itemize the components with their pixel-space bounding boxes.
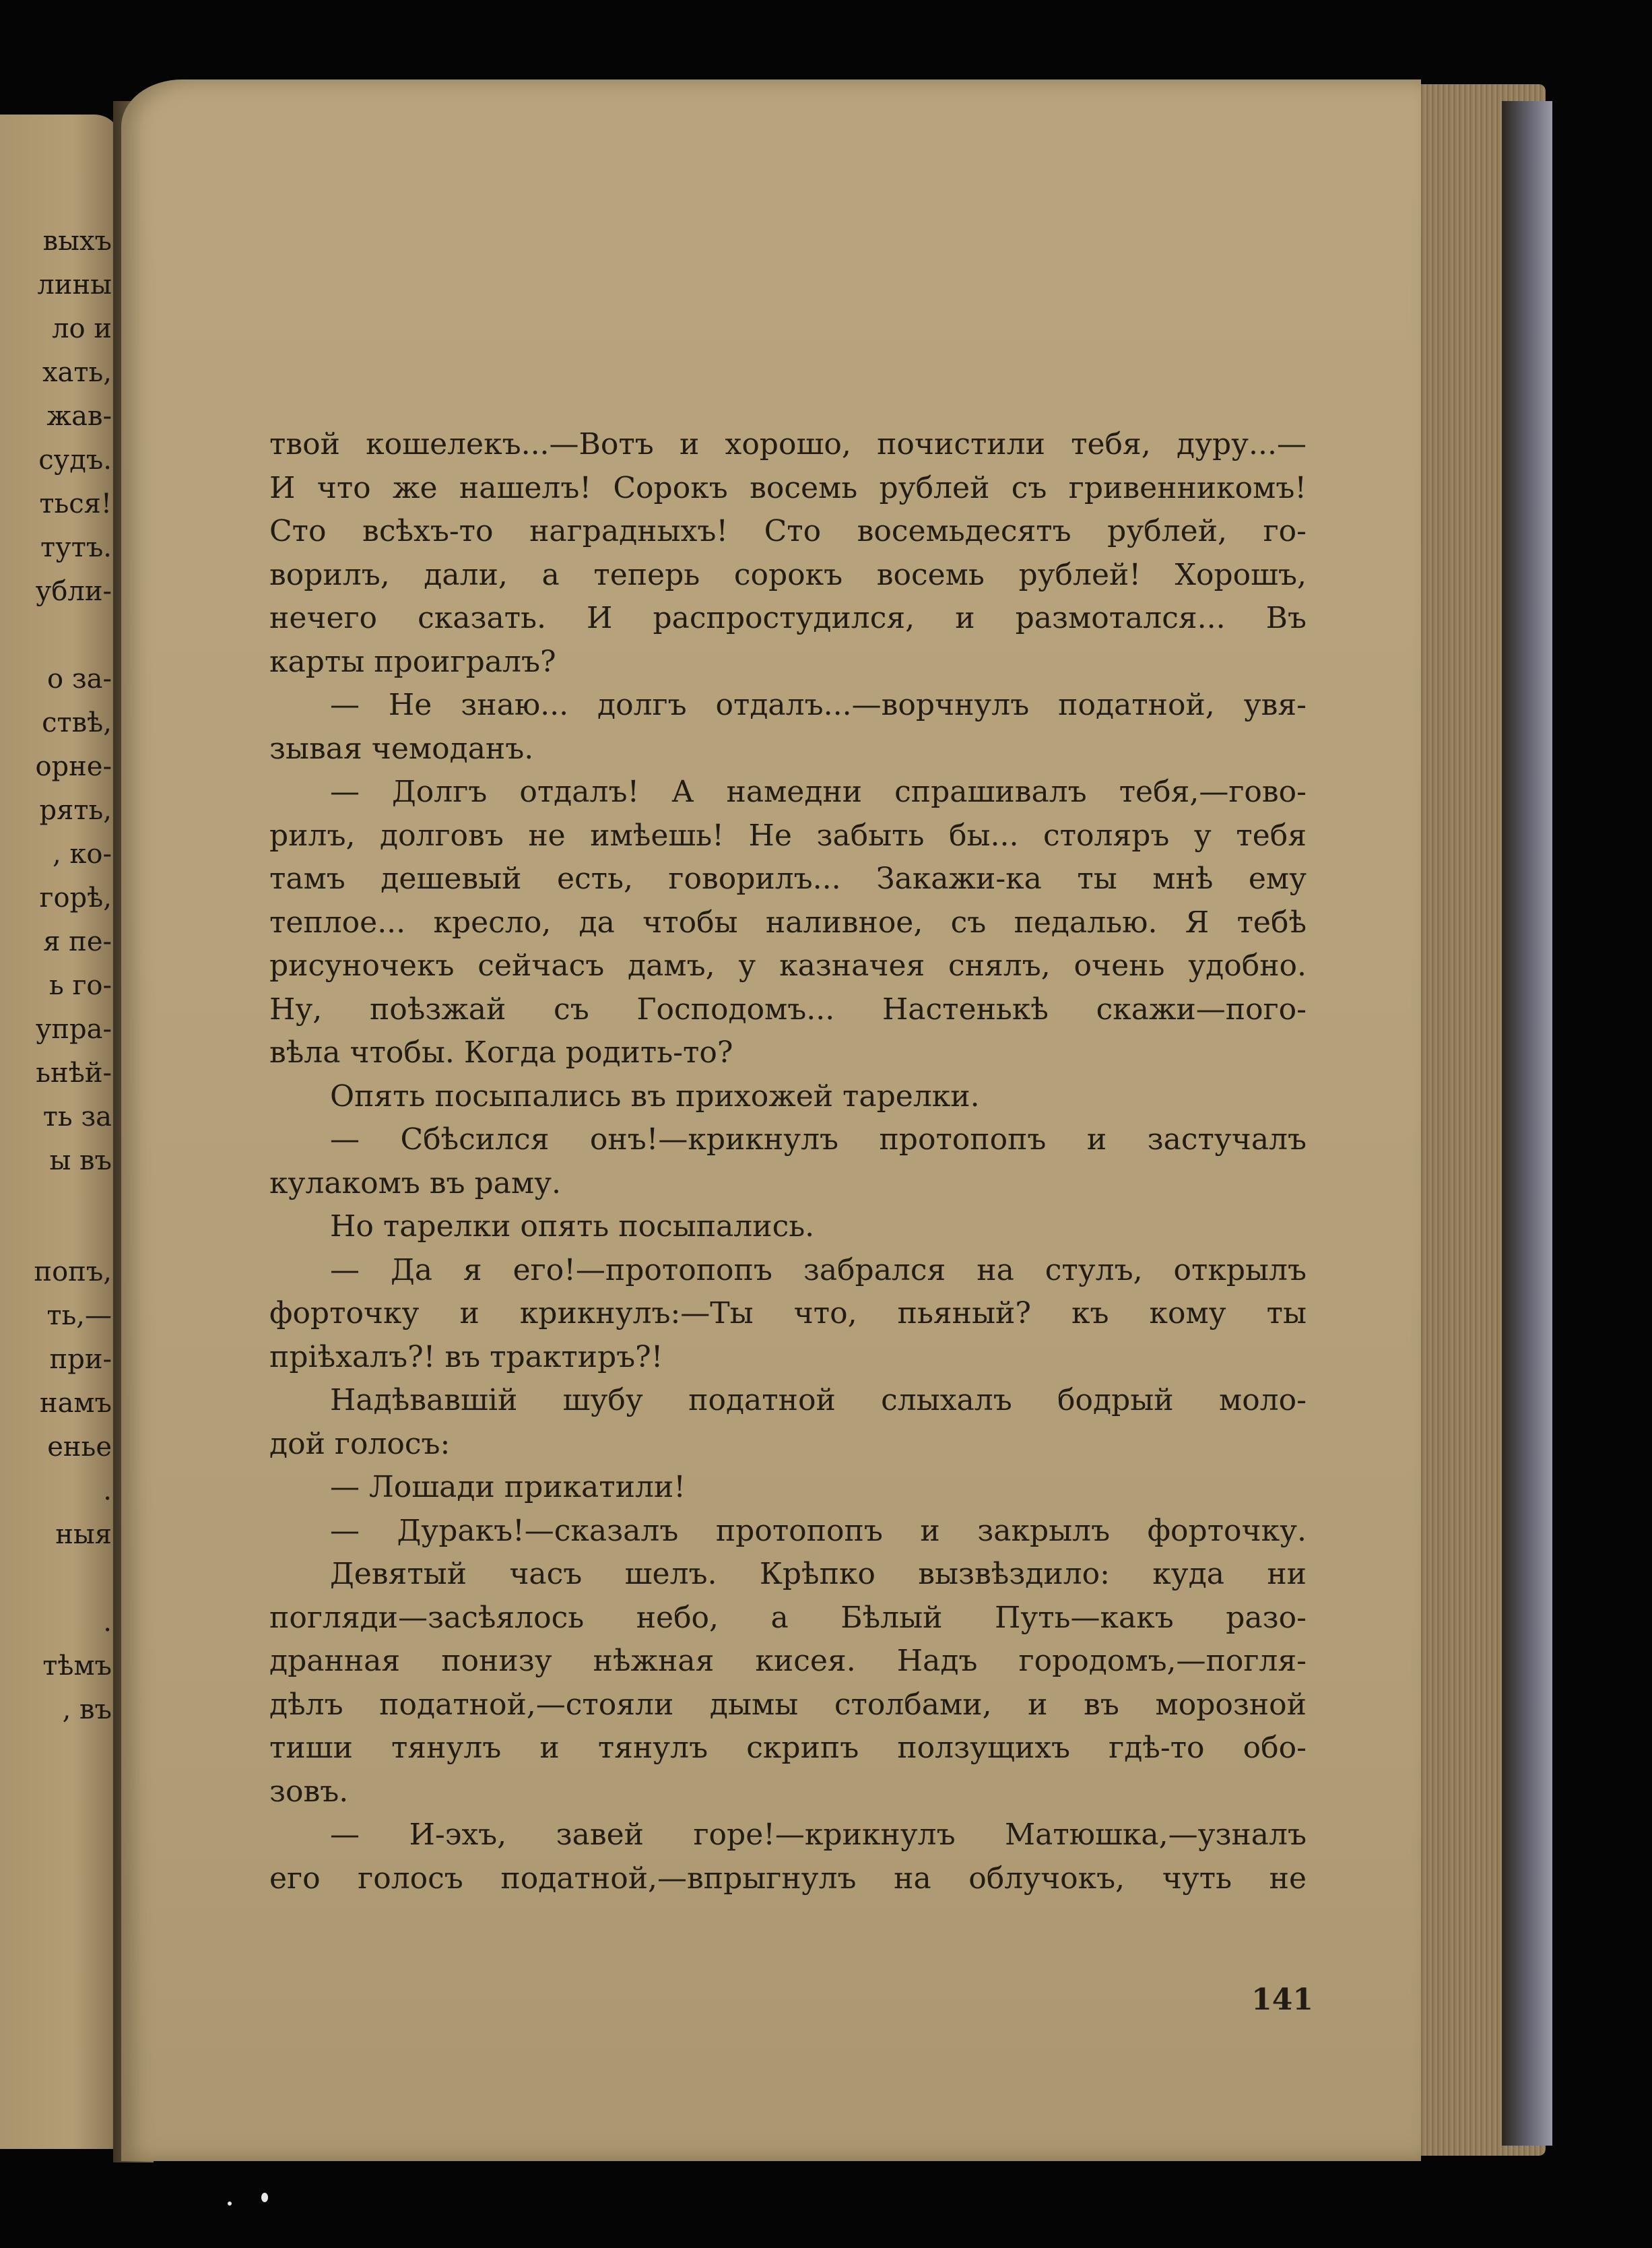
left-page-fragment: упра- [35, 1014, 112, 1045]
left-page-fragment: убли- [35, 576, 112, 607]
left-page-fragment: ныя [55, 1519, 112, 1550]
body-text [269, 423, 1307, 1900]
left-page-fragment: ы въ [49, 1145, 112, 1176]
text-line: И что же нашелъ! Сорокъ восемь рублей съ гривенникомъ! [269, 470, 1307, 505]
left-page-fragment: выхъ [42, 226, 112, 257]
left-page-fragment: рять, [39, 795, 112, 826]
text-line: Опять посыпались въ прихожей тарелки. [330, 1079, 980, 1114]
text-line: Надѣвавшій шубу податной слыхалъ бодрый моло- [330, 1383, 1307, 1417]
text-line: карты проигралъ? [269, 644, 556, 679]
text-line: зовъ. [269, 1774, 349, 1809]
left-page-fragment: тѣмъ [42, 1650, 112, 1681]
dust-speck [261, 2193, 268, 2202]
left-page-fragment: , въ [62, 1694, 112, 1725]
left-page-fragment: . [103, 1475, 112, 1506]
text-line: дранная понизу нѣжная кисея. Надъ городомъ,—погля- [269, 1644, 1307, 1678]
left-page-fragment: енье [47, 1432, 112, 1463]
page-number: 141 [1251, 1983, 1313, 2017]
left-page-fragment: орне- [35, 751, 112, 782]
cover-edge [1502, 101, 1552, 2146]
text-line: — Не знаю... долгъ отдалъ...—ворчнулъ податной, увя- [330, 688, 1307, 722]
text-line: — Да я его!—протопопъ забрался на стулъ, открылъ [330, 1252, 1307, 1287]
main-page [121, 79, 1421, 2161]
left-page-fragment: при- [49, 1344, 112, 1375]
left-page-fragment: ьнѣй- [36, 1058, 112, 1089]
text-line: погляди—засѣялось небо, а Бѣлый Путь—какъ разо- [269, 1600, 1307, 1635]
text-line: пріѣхалъ?! въ трактиръ?! [269, 1339, 663, 1374]
text-line: тамъ дешевый есть, говорилъ... Закажи-ка ты мнѣ ему [269, 862, 1307, 896]
text-line: рилъ, долговъ не имѣешь! Не забыть бы... столяръ у тебя [269, 818, 1307, 853]
left-page-fragment: ть,— [46, 1300, 112, 1331]
text-line: рисуночекъ сейчасъ дамъ, у казначея снялъ, очень удобно. [269, 949, 1307, 983]
text-line: вѣла чтобы. Когда родить-то? [269, 1035, 733, 1070]
left-page-fragment: судъ. [38, 445, 112, 476]
text-line: — Сбѣсился онъ!—крикнулъ протопопъ и застучалъ [330, 1122, 1307, 1157]
text-line: — Долгъ отдалъ! А намедни спрашивалъ тебя,—гово- [330, 775, 1307, 809]
left-page-fragment: ь го- [48, 970, 112, 1001]
text-line: кулакомъ въ раму. [269, 1165, 562, 1200]
left-page-fragment: . [103, 1607, 112, 1638]
left-page-fragment: лины [37, 269, 112, 300]
left-page-fragment: ть за [42, 1101, 112, 1132]
text-line: Сто всѣхъ-то наградныхъ! Сто восемьдесятъ рублей, го- [269, 514, 1307, 548]
left-page-fragment: жав- [46, 401, 112, 432]
text-line: дѣлъ податной,—стояли дымы столбами, и въ морозной [269, 1687, 1307, 1722]
text-line: теплое... кресло, да чтобы наливное, съ педалью. Я тебѣ [269, 905, 1307, 940]
text-line: Но тарелки опять посыпались. [330, 1209, 815, 1244]
left-page-fragment: , ко- [52, 839, 112, 870]
text-line: дой голосъ: [269, 1426, 451, 1461]
left-page-fragment: о за- [47, 664, 112, 695]
text-line: твой кошелекъ...—Вотъ и хорошо, почистили тебя, дуру...— [269, 427, 1307, 461]
left-page-fragment: я пе- [43, 926, 112, 957]
left-page-fragment: ствѣ, [42, 707, 112, 738]
dust-speck [228, 2202, 232, 2206]
left-page-fragment: горѣ, [39, 882, 112, 913]
left-page-fragment: намъ [39, 1388, 112, 1419]
text-line: ворилъ, дали, а теперь сорокъ восемь рублей! Хорошъ, [269, 557, 1307, 592]
text-line: Девятый часъ шелъ. Крѣпко вызвѣздило: куда ни [330, 1557, 1307, 1591]
text-line: тиши тянулъ и тянулъ скрипъ ползущихъ гдѣ-то обо- [269, 1731, 1307, 1765]
left-page-fragment: хать, [42, 357, 112, 388]
text-line: — Лошади прикатили! [330, 1470, 686, 1504]
text-line: нечего сказать. И распростудился, и размотался... Въ [269, 601, 1307, 635]
text-line: форточку и крикнулъ:—Ты что, пьяный? къ кому ты [269, 1296, 1307, 1330]
left-page-fragment: ло и [52, 313, 112, 344]
text-line: его голосъ податной,—впрыгнулъ на облучокъ, чуть не [269, 1861, 1307, 1896]
left-page-fragment: попъ, [34, 1256, 112, 1287]
text-line: — Дуракъ!—сказалъ протопопъ и закрылъ форточку. [330, 1513, 1307, 1548]
left-page [0, 115, 121, 2149]
left-page-fragment: тутъ. [40, 532, 112, 563]
text-line: — И-эхъ, завей горе!—крикнулъ Матюшка,—узналъ [330, 1818, 1307, 1852]
text-line: зывая чемоданъ. [269, 731, 534, 766]
left-page-fragment: ться! [39, 488, 112, 519]
text-line: Ну, поѣзжай съ Господомъ... Настенькѣ скажи—пого- [269, 992, 1307, 1027]
